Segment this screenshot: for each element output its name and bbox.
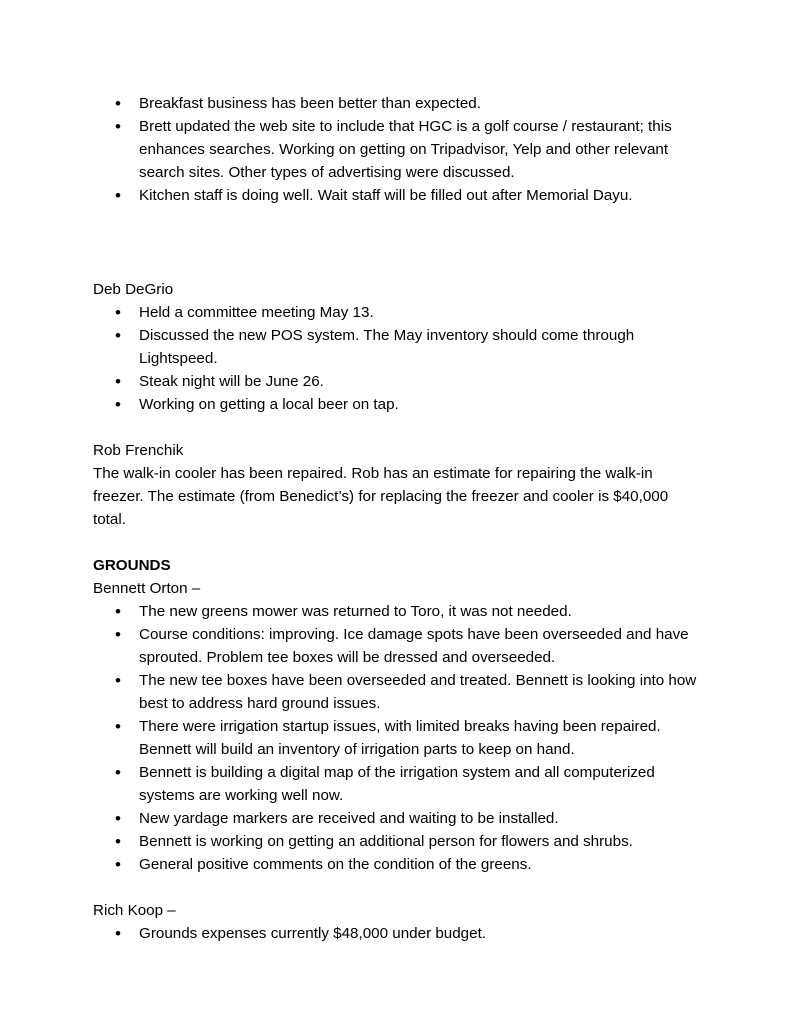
list-item: • General positive comments on the condition of the greens.	[93, 853, 703, 876]
deb-bullet-list	[93, 301, 703, 416]
list-item: • Course conditions: improving. Ice damage spots have been overseeded and have sprouted. Problem tee boxes will be dressed and overseeded.	[93, 623, 703, 669]
rob-frenchik-paragraph: The walk-in cooler has been repaired. Rob has an estimate for repairing the walk-in freezer. The estimate (from Benedict’s) for replacing the freezer and cooler is $40,000 total.	[93, 465, 669, 528]
list-item: • Bennett is building a digital map of the irrigation system and all computerized systems are working well now.	[93, 761, 703, 807]
list-item: • The new tee boxes have been overseeded and treated. Bennett is looking into how best to address hard ground issues.	[93, 669, 703, 715]
list-item: • There were irrigation startup issues, with limited breaks having been repaired. Bennett will build an inventory of irrigation parts to keep on hand.	[93, 715, 703, 761]
list-item: • Bennett is working on getting an additional person for flowers and shrubs.	[93, 830, 703, 853]
bennett-orton-name: Bennett Orton –	[93, 580, 201, 597]
list-item: • Discussed the new POS system. The May inventory should come through Lightspeed.	[93, 324, 703, 370]
rich-koop-name: Rich Koop –	[93, 902, 176, 919]
list-item: • Steak night will be June 26.	[93, 370, 703, 393]
list-item: • The new greens mower was returned to Toro, it was not needed.	[93, 600, 703, 623]
top-bullet-list	[93, 92, 703, 207]
deb-degrio-name: Deb DeGrio	[93, 281, 174, 298]
list-item: • New yardage markers are received and waiting to be installed.	[93, 807, 703, 830]
bennett-bullet-list	[93, 600, 703, 876]
document-body	[93, 92, 703, 945]
list-item: • Working on getting a local beer on tap.	[93, 393, 703, 416]
list-item: • Grounds expenses currently $48,000 under budget.	[93, 922, 703, 945]
grounds-heading: GROUNDS	[93, 557, 171, 574]
list-item: • Brett updated the web site to include that HGC is a golf course / restaurant; this enhances searches. Working on getting on Tripadvisor, Yelp and other relevant search sites. Other types of advertising were discussed.	[93, 115, 703, 184]
list-item: • Kitchen staff is doing well. Wait staff will be filled out after Memorial Dayu.	[93, 184, 703, 207]
rob-frenchik-name: Rob Frenchik	[93, 442, 184, 459]
list-item: • Held a committee meeting May 13.	[93, 301, 703, 324]
rich-bullet-list	[93, 922, 703, 945]
list-item: • Breakfast business has been better than expected.	[93, 92, 703, 115]
